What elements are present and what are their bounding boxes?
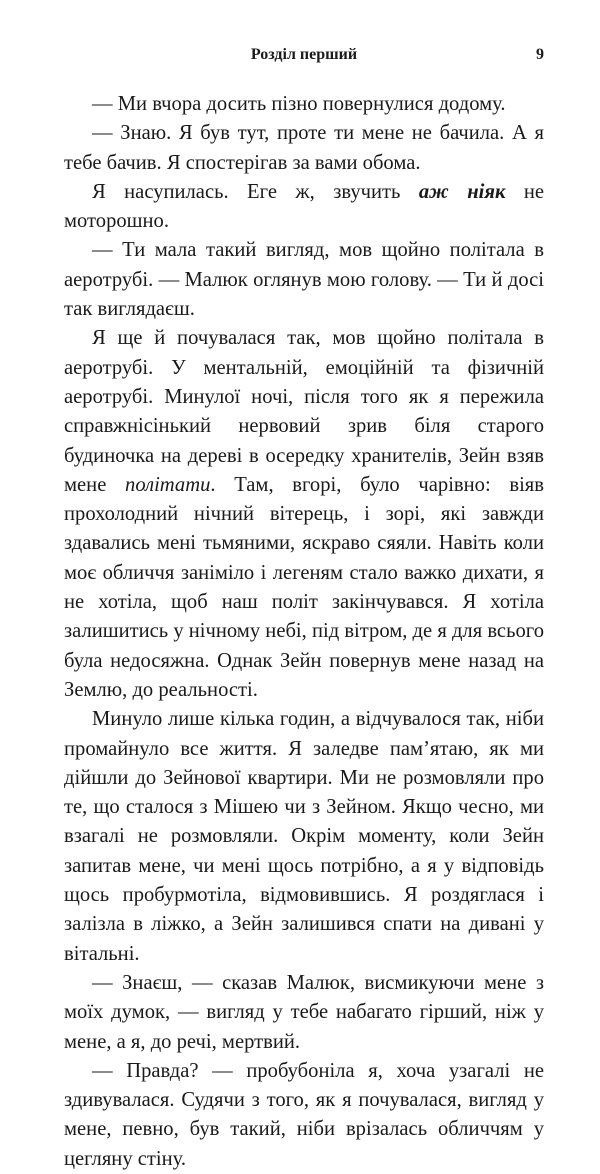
paragraph (64, 705, 544, 969)
text-run: — Ми вчора досить пізно повернулися додому. (92, 93, 506, 115)
text-run: — Ти мала такий вигляд, мов щойно політала в аеротрубі. — Малюк оглянув мою голову. — Ти й досі так виглядаєш. (64, 239, 544, 321)
text-run: — Знаю. Я був тут, проте ти мене не бачила. А я тебе бачив. Я спостерігав за вами обома. (64, 122, 544, 174)
paragraph (64, 178, 544, 237)
paragraph (64, 324, 544, 705)
page-number: 9 (536, 46, 544, 63)
paragraph (64, 969, 544, 1057)
emphasis-text: політати (125, 473, 211, 496)
text-run: не моторошно. (64, 180, 544, 233)
paragraph (64, 119, 544, 178)
running-head (64, 46, 544, 68)
text-run: Я насупилась. Еге ж, звучить (92, 180, 419, 203)
text-run: . Там, вгорі, було чарівно: віяв прохолодний нічний вітерець, і зорі, які завжди здавались мені тьмяними, яскраво сяяли. Навіть коли моє обличчя заніміло і легеням стало важко дихати, я не хотіла, щоб наш політ закінчувався. Я хотіла залишитись у нічному небі, під вітром, де я для всього була недосяжна. Однак Зейн повернув мене назад на Землю, до реальності. (64, 473, 544, 701)
paragraph (64, 236, 544, 324)
body-text (64, 90, 544, 1174)
chapter-title: Розділ перший (250, 46, 358, 63)
paragraph (64, 90, 544, 119)
text-run: Я ще й почувалася так, мов щойно політала в аеротрубі. У ментальній, емоційній та фізичній аеротрубі. Минулої ночі, після того як я пережила справжнісінький нервовий зрив біля старого будиночка на дереві в осередку хранителів, Зейн взяв мене (64, 327, 544, 496)
text-run: — Правда? — пробубоніла я, хоча узагалі не здивувалася. Судячи з того, як я почувалася, вигляд у мене, певно, був такий, ніби врізалась обличчям у цегляну стіну. (64, 1059, 544, 1170)
emphasis-text: аж ніяк (418, 180, 506, 203)
text-run: — Знаєш, — сказав Малюк, висмикуючи мене з моїх думок, — вигляд у тебе набагато гірший, ніж у мене, а я, до речі, мертвий. (64, 971, 544, 1053)
paragraph (64, 1057, 544, 1174)
text-run: Минуло лише кілька годин, а відчувалося так, ніби промайнуло все життя. Я заледве пам’ятаю, як ми дійшли до Зейнової квартири. Ми не розмовляли про те, що сталося з Мішею чи з Зейном. Якщо чесно, ми взагалі не розмовляли. Окрім моменту, коли Зейн запитав мене, чи мені щось потрібно, а я у відповідь щось пробурмотіла, відмовившись. Я роздяглася і залізла в ліжко, а Зейн залишився спати на дивані у вітальні. (64, 708, 544, 965)
